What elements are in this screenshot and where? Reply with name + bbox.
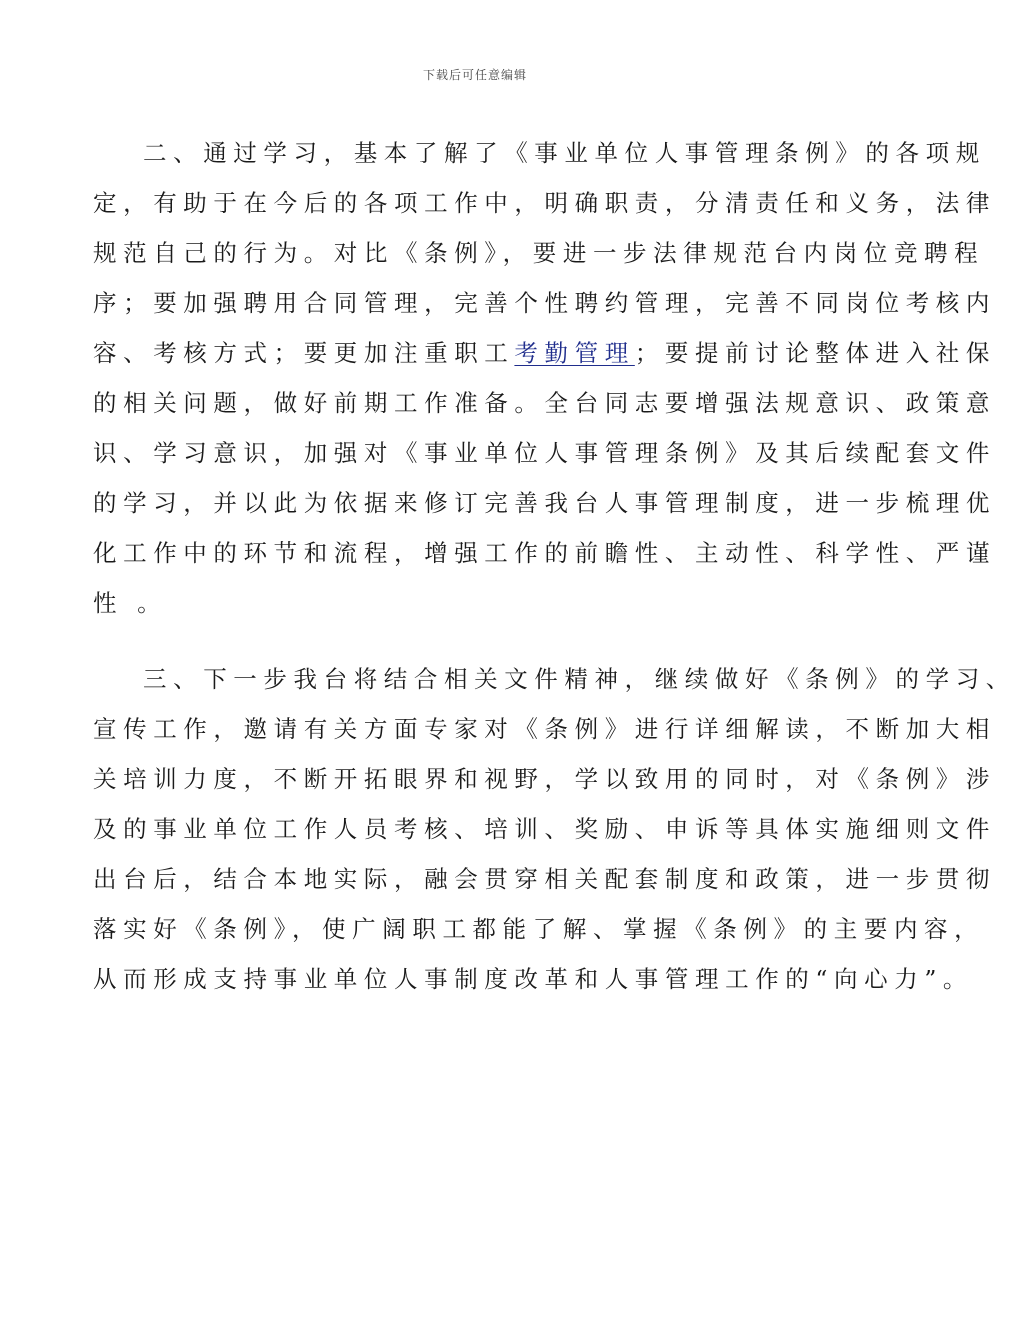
text-line: 及的事业单位工作人员考核、培训、奖励、申诉等具体实施细则文件	[93, 815, 996, 843]
text-line-with-link	[93, 328, 997, 378]
text-line: 宣传工作，邀请有关方面专家对《条例》进行详细解读，不断加大相	[93, 715, 996, 743]
paragraph-spacer	[93, 628, 883, 654]
text-line: 关培训力度，不断开拓眼界和视野，学以致用的同时，对《条例》涉	[93, 765, 996, 793]
text-line: 的学习，并以此为依据来修订完善我台人事管理制度，进一步梳理优	[93, 489, 996, 517]
text-line: 序；要加强聘用合同管理，完善个性聘约管理，完善不同岗位考核内	[93, 289, 996, 317]
text-line: 二、通过学习，基本了解了《事业单位人事管理条例》的各项规	[143, 139, 986, 167]
text-line: 规范自己的行为。对比《条例》，要进一步法律规范台内岗位竞聘程	[93, 239, 985, 267]
paragraph-3	[93, 654, 1016, 1004]
text-segment: 容、考核方式；要更加注重职工	[93, 339, 515, 367]
text-line: 化工作中的环节和流程，增强工作的前瞻性、主动性、科学性、严谨	[93, 539, 996, 567]
text-line: 定，有助于在今后的各项工作中，明确职责，分清责任和义务，法律	[93, 189, 996, 217]
document-body	[93, 128, 1016, 1004]
paragraph-2	[93, 128, 997, 628]
attendance-management-link[interactable]: 考勤管理	[514, 339, 635, 367]
text-line: 从而形成支持事业单位人事制度改革和人事管理工作的“向心力”。	[93, 965, 974, 993]
text-line: 识、学习意识，加强对《事业单位人事管理条例》及其后续配套文件	[93, 439, 996, 467]
page-header: 下载后可任意编辑	[422, 68, 527, 82]
text-line: 的相关问题，做好前期工作准备。全台同志要增强法规意识、政策意	[93, 389, 996, 417]
text-line: 落实好《条例》，使广阔职工都能了解、掌握《条例》的主要内容，	[93, 915, 985, 943]
text-segment: ；要提前讨论整体进入社保	[634, 339, 997, 367]
text-line: 出台后，结合本地实际，融会贯穿相关配套制度和政策，进一步贯彻	[93, 865, 996, 893]
text-line: 性 。	[93, 589, 168, 617]
text-line: 三、下一步我台将结合相关文件精神，继续做好《条例》的学习、	[143, 665, 1016, 693]
